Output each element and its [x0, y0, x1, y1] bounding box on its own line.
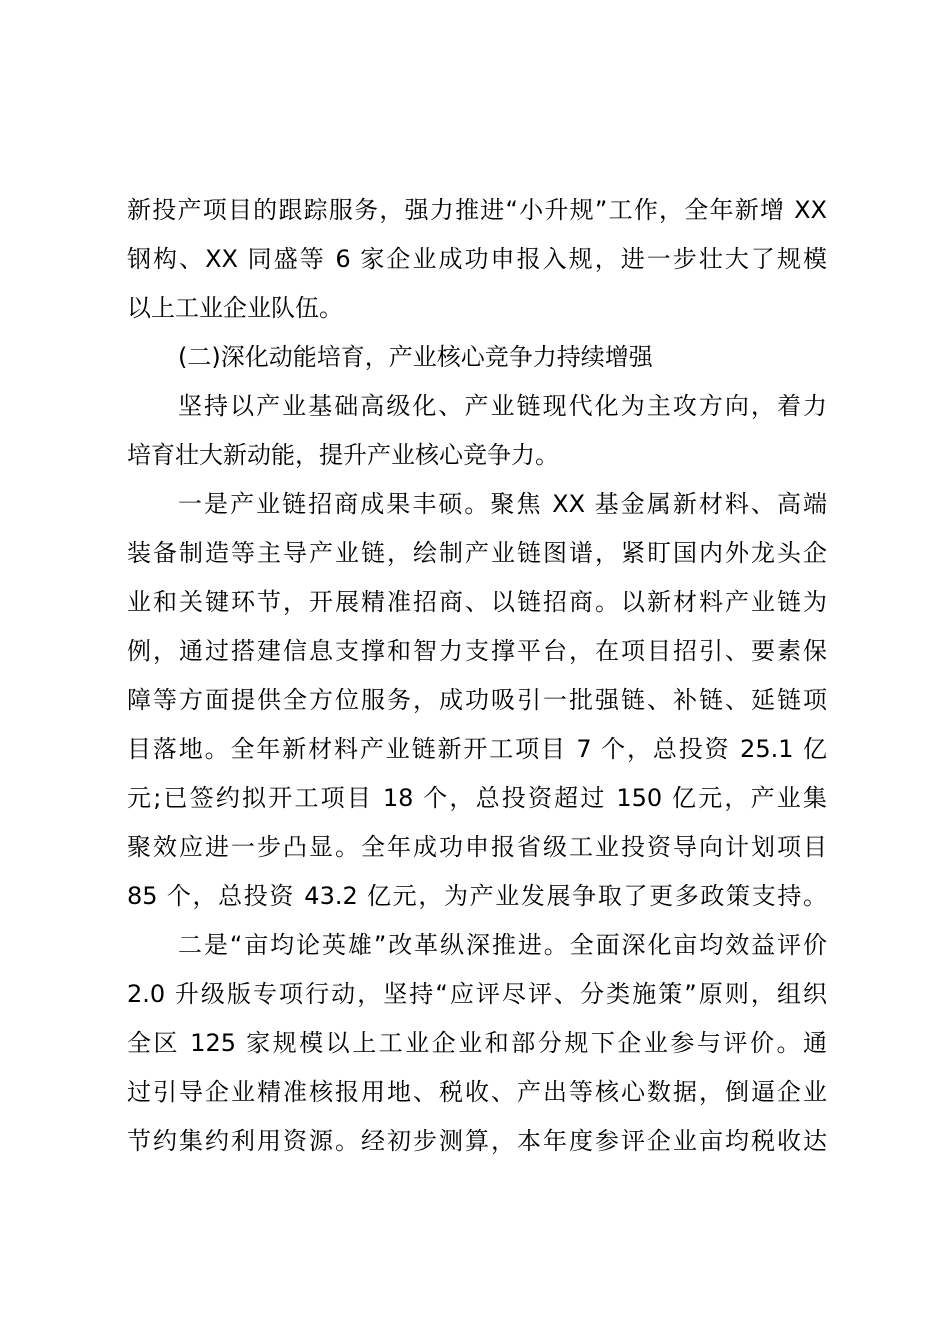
text-line: 二是“亩均论英雄”改革纵深推进。全面深化亩均效益评价 [178, 931, 827, 959]
text-line: 聚效应进一步凸显。全年成功申报省级工业投资导向计划项目 [127, 833, 827, 861]
text-line: 装备制造等主导产业链，绘制产业链图谱，紧盯国内外龙头企 [127, 539, 827, 567]
text-line: 以上工业企业队伍。 [127, 294, 343, 322]
text-line: 业和关键环节，开展精准招商、以链招商。以新材料产业链为 [127, 588, 827, 616]
text-line: 节约集约利用资源。经初步测算，本年度参评企业亩均税收达 [127, 1127, 827, 1155]
text-line: 新投产项目的跟踪服务，强力推进“小升规”工作，全年新增 XX [127, 196, 827, 224]
text-line: 一是产业链招商成果丰硕。聚焦 XX 基金属新材料、高端 [178, 490, 827, 518]
text-line: 钢构、XX 同盛等 6 家企业成功申报入规，进一步壮大了规模 [127, 245, 827, 273]
section-heading: (二)深化动能培育，产业核心竞争力持续增强 [178, 343, 653, 371]
text-line: 例，通过搭建信息支撑和智力支撑平台，在项目招引、要素保 [127, 637, 827, 665]
text-line: 全区 125 家规模以上工业企业和部分规下企业参与评价。通 [127, 1029, 827, 1057]
text-line: 过引导企业精准核报用地、税收、产出等核心数据，倒逼企业 [127, 1078, 827, 1106]
text-line: 元;已签约拟开工项目 18 个，总投资超过 150 亿元，产业集 [127, 784, 827, 812]
text-line: 障等方面提供全方位服务，成功吸引一批强链、补链、延链项 [127, 686, 827, 714]
text-line: 培育壮大新动能，提升产业核心竞争力。 [127, 441, 559, 469]
text-line: 坚持以产业基础高级化、产业链现代化为主攻方向，着力 [178, 392, 827, 420]
text-line: 85 个，总投资 43.2 亿元，为产业发展争取了更多政策支持。 [127, 882, 827, 910]
text-line: 目落地。全年新材料产业链新开工项目 7 个，总投资 25.1 亿 [127, 735, 827, 763]
document-body [127, 186, 827, 1166]
text-line: 2.0 升级版专项行动，坚持“应评尽评、分类施策”原则，组织 [127, 980, 827, 1008]
